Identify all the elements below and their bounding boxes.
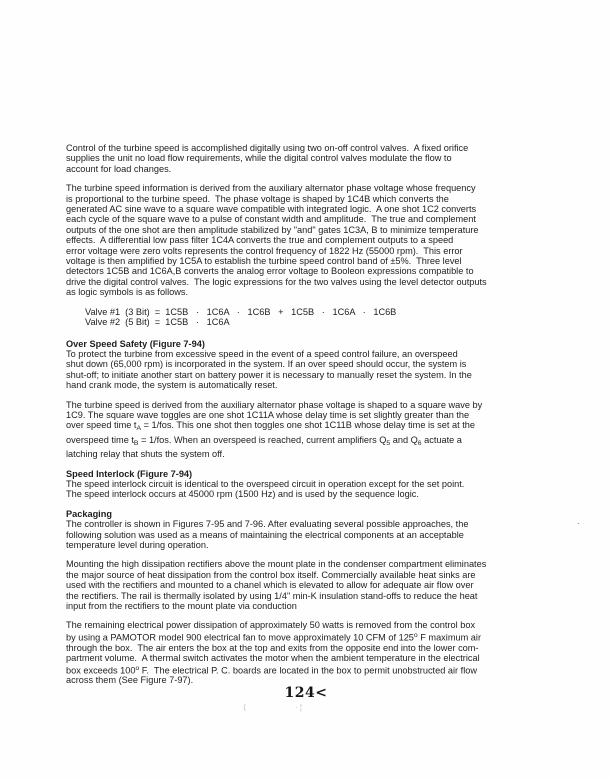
- section-heading: Over Speed Safety (Figure 7-94): [66, 338, 205, 349]
- text-line: drive the digital control valves. The logic expressions for the two valves using the level detector outputs: [66, 276, 487, 287]
- paragraph: [66, 519, 560, 550]
- text-line: The controller is shown in Figures 7-95 and 7-96. After evaluating several possible approaches, the: [66, 519, 469, 530]
- text-line: partment volume. A thermal switch activates the motor when the ambient temperature in the electrical: [66, 653, 480, 664]
- text-line: following solution was used as a means of maintaining the electrical components at an acceptable: [66, 529, 464, 540]
- text-line: voltage is then amplified by 1C5A to establish the turbine speed control band of ±5%. Three level: [66, 256, 462, 267]
- text-line: used with the rectifiers and mounted to a chanel which is elevated to allow for adequate air flow over: [66, 580, 474, 591]
- text-line: Valve #2 (5 Bit) = 1C5B · 1C6A: [85, 317, 230, 328]
- text-line: The turbine speed is derived from the auxiliary alternator phase voltage is shaped to a square wave by: [66, 399, 483, 410]
- text-line: The speed interlock occurs at 45000 rpm (1500 Hz) and is used by the sequence logic.: [66, 489, 419, 500]
- text-line: Valve #1 (3 Bit) = 1C5B · 1C6A · 1C6B + 1C5B · 1C6A · 1C6B: [85, 306, 397, 317]
- text-line: error voltage were zero volts represents the control frequency of 1822 Hz (55000 rpm). This error: [66, 245, 463, 256]
- logic-equations: [66, 307, 560, 328]
- text-line: generated AC sine wave to a square wave compatible with integrated logic. A one shot 1C2 converts: [66, 204, 477, 215]
- text-line: overspeed time $t_B = 1/fos$. When an overspeed is reached, current amplifiers $Q_5$ and $Q_6$ actuate a: [66, 434, 462, 447]
- text-line: To protect the turbine from excessive speed in the event of a speed control failure, an overspeed: [66, 348, 458, 359]
- page-number: 124<: [284, 685, 328, 701]
- scan-mark-right: · ¦: [295, 703, 302, 712]
- text-line: Control of the turbine speed is accomplished digitally using two on-off control valves. A fixed orifice: [66, 143, 469, 153]
- text-line: temperature level during operation.: [66, 540, 209, 550]
- text-line: outputs of the one shot are then amplitude stabilized by "and" gates 1C3A, B to minimize temperature: [66, 224, 479, 235]
- text-line: latching relay that shuts the system off.: [66, 449, 225, 460]
- text-line: The speed interlock circuit is identical to the overspeed circuit in operation except for the set point.: [66, 478, 465, 489]
- paragraph: [66, 400, 560, 460]
- text-line: account for load changes.: [66, 163, 172, 174]
- text-line: hand crank mode, the system is automatically reset.: [66, 380, 278, 391]
- text-line: 1C9. The square wave toggles are one shot 1C11A whose delay time is set slightly greater than the: [66, 409, 470, 420]
- scan-speck: .: [577, 516, 580, 526]
- paragraph: [66, 620, 560, 685]
- text-line: input from the rectifiers to the mount plate via conduction: [66, 601, 297, 612]
- text-line: each cycle of the square wave to a pulse of constant width and amplitude. The true and complement: [66, 214, 476, 225]
- text-line: the major source of heat dissipation from the control box itself. Commercially available heat sinks are: [66, 569, 476, 580]
- text-line: is proportional to the turbine speed. The phase voltage is shaped by 1C4B which converts the: [66, 193, 449, 204]
- paragraph: [66, 479, 560, 500]
- text-line: the rectifiers. The rail is thermally isolated by using 1/4" min-K insulation stand-offs to reduce the heat: [66, 590, 478, 601]
- section-heading: Packaging: [66, 508, 112, 519]
- text-line: Mounting the high dissipation rectifiers above the mount plate in the condenser compartment eliminates: [66, 559, 487, 570]
- text-line: shut-off; to initiate another start on battery power it is necessary to manually reset the system. In the: [66, 369, 472, 380]
- text-line: supplies the unit no load flow requirements, while the digital control valves modulate the flow to: [66, 153, 452, 164]
- text-line: effects. A differential low pass filter 1C4A converts the true and complement outputs to a speed: [66, 235, 454, 246]
- text-line: box exceeds 100$^o$ F. The electrical P. C. boards are located in the box to permit unobstructed air flow: [66, 664, 477, 676]
- text-line: as logic symbols is as follows.: [66, 287, 189, 298]
- paragraph: [66, 559, 560, 611]
- text-line: by using a PAMOTOR model 900 electrical fan to move approximately 10 CFM of 125$^o$ F maximum air: [66, 631, 481, 643]
- text-line: The remaining electrical power dissipation of approximately 50 watts is removed from the control box: [66, 620, 476, 631]
- scan-artifact-marks: [243, 703, 383, 712]
- document-body: [66, 143, 560, 695]
- text-line: through the box. The air enters the box at the top and exits from the opposite end into the lower com-: [66, 642, 479, 653]
- text-line: over speed time $t_A = 1/fos$. This one shot then toggles one shot 1C11B whose delay time is set at the: [66, 420, 475, 433]
- scan-mark-left: ⟨: [243, 703, 247, 712]
- paragraph: [66, 183, 560, 297]
- text-line: shut down (65,000 rpm) is incorporated in the system. If an over speed should occur, the system is: [66, 359, 467, 370]
- text-line: across them (See Figure 7-97).: [66, 675, 194, 686]
- text-line: detectors 1C5B and 1C6A,B converts the analog error voltage to Booleon expressions compatible to: [66, 266, 474, 277]
- section-heading: Speed Interlock (Figure 7-94): [66, 468, 193, 479]
- paragraph: [66, 143, 560, 174]
- paragraph: [66, 349, 560, 391]
- text-line: The turbine speed information is derived from the auxiliary alternator phase voltage whose frequency: [66, 183, 476, 194]
